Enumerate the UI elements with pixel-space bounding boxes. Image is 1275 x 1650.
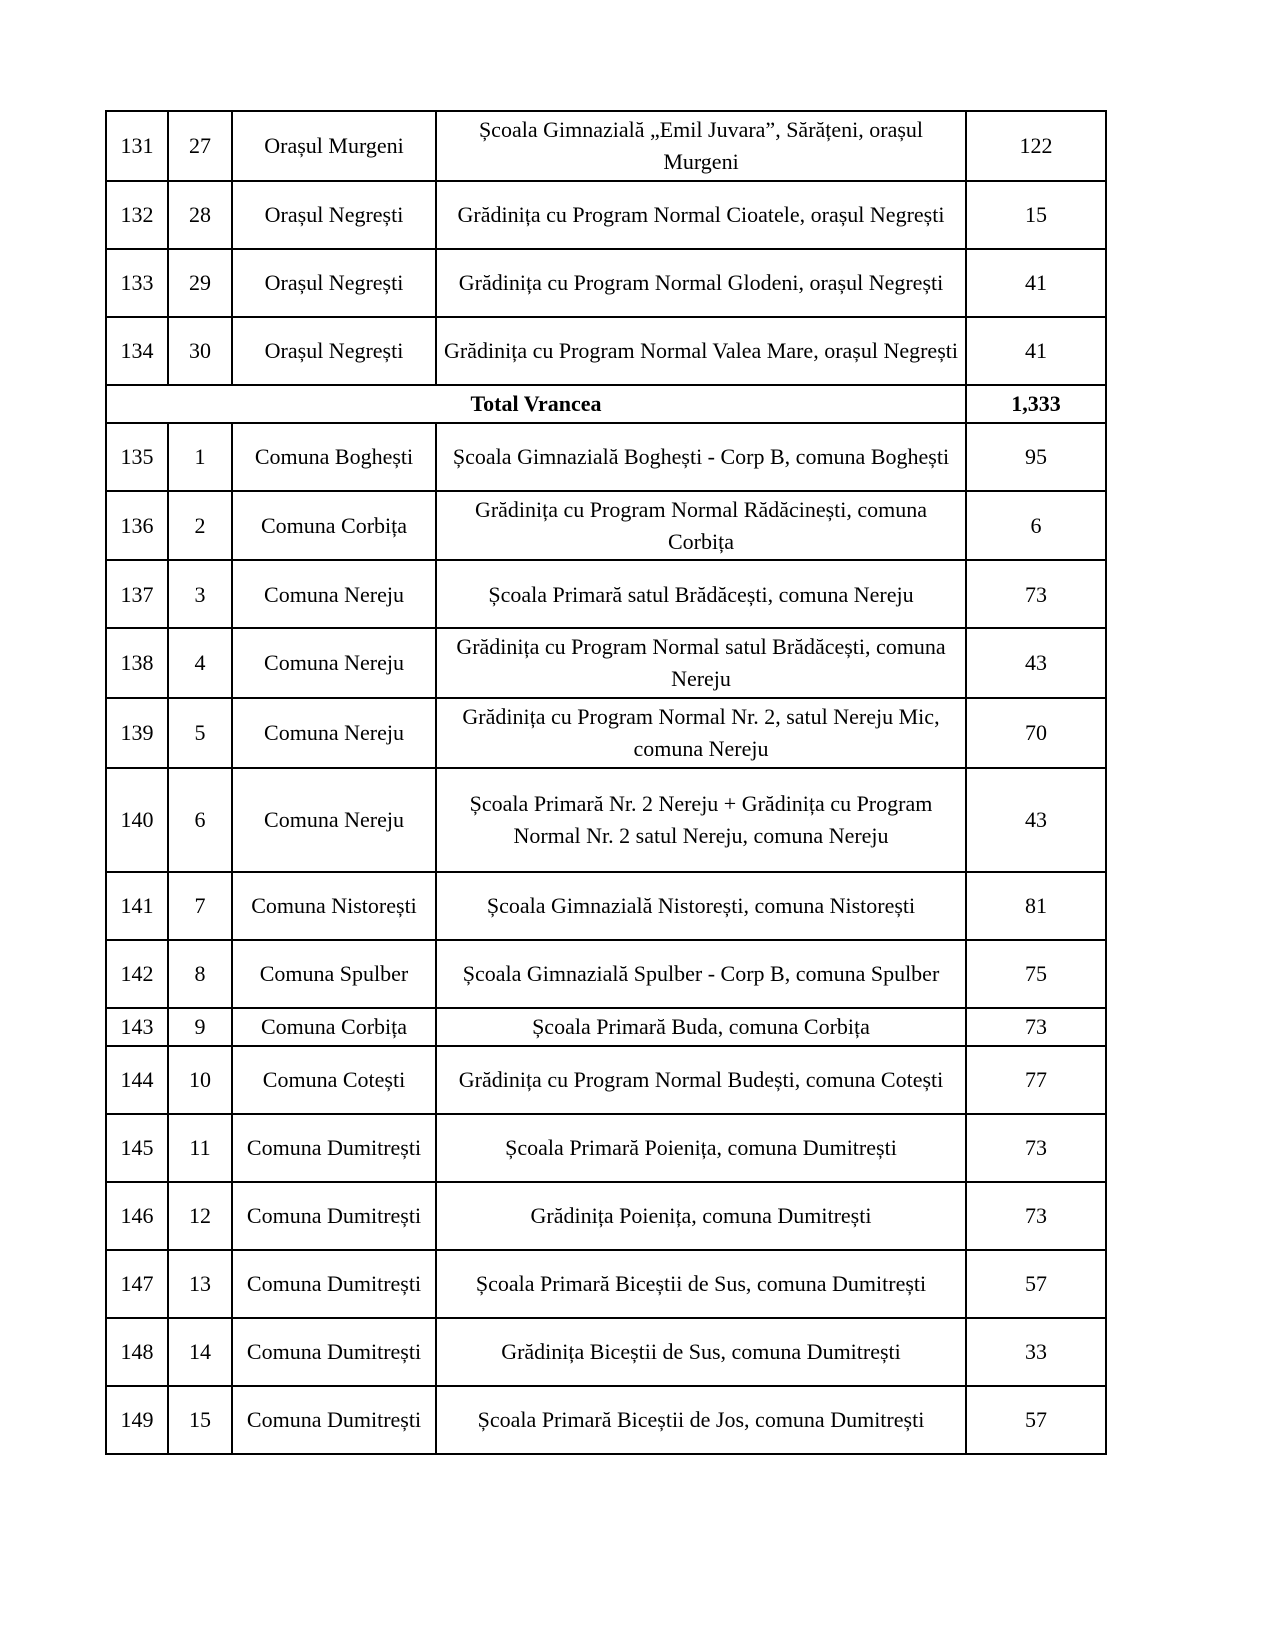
cell-no: 4 (168, 628, 232, 698)
cell-school: Școala Primară satul Brădăcești, comuna Nereju (436, 560, 966, 628)
cell-school: Grădinița Biceștii de Sus, comuna Dumitrești (436, 1318, 966, 1386)
cell-locality: Comuna Dumitrești (232, 1386, 436, 1454)
total-row (106, 385, 1106, 423)
table-row (106, 111, 1106, 181)
cell-no: 30 (168, 317, 232, 385)
cell-id: 144 (106, 1046, 168, 1114)
table-row (106, 423, 1106, 491)
cell-count: 73 (966, 1182, 1106, 1250)
cell-count: 95 (966, 423, 1106, 491)
cell-no: 1 (168, 423, 232, 491)
cell-count: 15 (966, 181, 1106, 249)
cell-id: 146 (106, 1182, 168, 1250)
cell-locality: Comuna Corbița (232, 491, 436, 561)
cell-id: 149 (106, 1386, 168, 1454)
table-row (106, 1114, 1106, 1182)
cell-count: 6 (966, 491, 1106, 561)
cell-count: 33 (966, 1318, 1106, 1386)
cell-id: 131 (106, 111, 168, 181)
cell-count: 43 (966, 628, 1106, 698)
cell-count: 73 (966, 560, 1106, 628)
cell-count: 57 (966, 1250, 1106, 1318)
table-row (106, 317, 1106, 385)
cell-count: 41 (966, 249, 1106, 317)
cell-no: 9 (168, 1008, 232, 1046)
cell-school: Grădinița cu Program Normal Budești, comuna Cotești (436, 1046, 966, 1114)
cell-count: 57 (966, 1386, 1106, 1454)
cell-no: 11 (168, 1114, 232, 1182)
cell-id: 142 (106, 940, 168, 1008)
cell-no: 27 (168, 111, 232, 181)
table-row (106, 1318, 1106, 1386)
cell-no: 8 (168, 940, 232, 1008)
cell-id: 138 (106, 628, 168, 698)
table-row (106, 872, 1106, 940)
table-row (106, 491, 1106, 561)
cell-locality: Comuna Nereju (232, 698, 436, 768)
cell-id: 132 (106, 181, 168, 249)
total-value: 1,333 (966, 385, 1106, 423)
table-row (106, 940, 1106, 1008)
cell-id: 143 (106, 1008, 168, 1046)
cell-id: 148 (106, 1318, 168, 1386)
cell-locality: Comuna Dumitrești (232, 1250, 436, 1318)
table-row (106, 628, 1106, 698)
schools-table (105, 110, 1107, 1455)
cell-count: 73 (966, 1114, 1106, 1182)
cell-school: Grădinița cu Program Normal Cioatele, orașul Negrești (436, 181, 966, 249)
table-row (106, 1182, 1106, 1250)
cell-school: Școala Gimnazială „Emil Juvara”, Sărățeni, orașul Murgeni (436, 111, 966, 181)
cell-school: Școala Primară Poienița, comuna Dumitrești (436, 1114, 966, 1182)
cell-count: 73 (966, 1008, 1106, 1046)
cell-locality: Comuna Corbița (232, 1008, 436, 1046)
cell-locality: Comuna Nereju (232, 560, 436, 628)
cell-locality: Comuna Dumitrești (232, 1318, 436, 1386)
cell-locality: Orașul Negrești (232, 249, 436, 317)
cell-locality: Comuna Boghești (232, 423, 436, 491)
cell-id: 134 (106, 317, 168, 385)
cell-id: 140 (106, 768, 168, 872)
cell-school: Grădinița Poienița, comuna Dumitrești (436, 1182, 966, 1250)
cell-count: 77 (966, 1046, 1106, 1114)
cell-school: Școala Primară Nr. 2 Nereju + Grădinița cu Program Normal Nr. 2 satul Nereju, comuna Nereju (436, 768, 966, 872)
table-row (106, 768, 1106, 872)
table-row (106, 1008, 1106, 1046)
cell-count: 122 (966, 111, 1106, 181)
cell-locality: Comuna Spulber (232, 940, 436, 1008)
cell-no: 3 (168, 560, 232, 628)
cell-school: Grădinița cu Program Normal Rădăcinești, comuna Corbița (436, 491, 966, 561)
table-row (106, 1386, 1106, 1454)
cell-id: 135 (106, 423, 168, 491)
cell-locality: Comuna Dumitrești (232, 1114, 436, 1182)
cell-locality: Comuna Cotești (232, 1046, 436, 1114)
table-row (106, 1250, 1106, 1318)
cell-no: 7 (168, 872, 232, 940)
total-label: Total Vrancea (106, 385, 966, 423)
cell-no: 29 (168, 249, 232, 317)
cell-no: 13 (168, 1250, 232, 1318)
cell-locality: Comuna Nereju (232, 768, 436, 872)
cell-count: 75 (966, 940, 1106, 1008)
table-row (106, 181, 1106, 249)
cell-id: 139 (106, 698, 168, 768)
cell-no: 12 (168, 1182, 232, 1250)
cell-id: 136 (106, 491, 168, 561)
cell-no: 15 (168, 1386, 232, 1454)
cell-school: Școala Primară Biceștii de Sus, comuna Dumitrești (436, 1250, 966, 1318)
cell-id: 147 (106, 1250, 168, 1318)
table-row (106, 560, 1106, 628)
cell-no: 10 (168, 1046, 232, 1114)
cell-school: Școala Gimnazială Nistorești, comuna Nistorești (436, 872, 966, 940)
cell-no: 5 (168, 698, 232, 768)
cell-school: Grădinița cu Program Normal Nr. 2, satul Nereju Mic, comuna Nereju (436, 698, 966, 768)
cell-count: 81 (966, 872, 1106, 940)
table-row (106, 249, 1106, 317)
cell-school: Grădinița cu Program Normal satul Brădăcești, comuna Nereju (436, 628, 966, 698)
cell-locality: Orașul Murgeni (232, 111, 436, 181)
cell-no: 6 (168, 768, 232, 872)
cell-count: 41 (966, 317, 1106, 385)
cell-no: 28 (168, 181, 232, 249)
cell-locality: Orașul Negrești (232, 181, 436, 249)
cell-locality: Orașul Negrești (232, 317, 436, 385)
cell-id: 145 (106, 1114, 168, 1182)
cell-school: Grădinița cu Program Normal Glodeni, orașul Negrești (436, 249, 966, 317)
cell-school: Școala Primară Buda, comuna Corbița (436, 1008, 966, 1046)
table-row (106, 698, 1106, 768)
cell-count: 43 (966, 768, 1106, 872)
table-row (106, 1046, 1106, 1114)
cell-school: Grădinița cu Program Normal Valea Mare, orașul Negrești (436, 317, 966, 385)
cell-id: 133 (106, 249, 168, 317)
cell-locality: Comuna Nereju (232, 628, 436, 698)
cell-id: 137 (106, 560, 168, 628)
cell-no: 14 (168, 1318, 232, 1386)
cell-locality: Comuna Dumitrești (232, 1182, 436, 1250)
cell-no: 2 (168, 491, 232, 561)
cell-school: Școala Primară Biceștii de Jos, comuna Dumitrești (436, 1386, 966, 1454)
cell-school: Școala Gimnazială Boghești - Corp B, comuna Boghești (436, 423, 966, 491)
cell-locality: Comuna Nistorești (232, 872, 436, 940)
cell-school: Școala Gimnazială Spulber - Corp B, comuna Spulber (436, 940, 966, 1008)
cell-count: 70 (966, 698, 1106, 768)
cell-id: 141 (106, 872, 168, 940)
